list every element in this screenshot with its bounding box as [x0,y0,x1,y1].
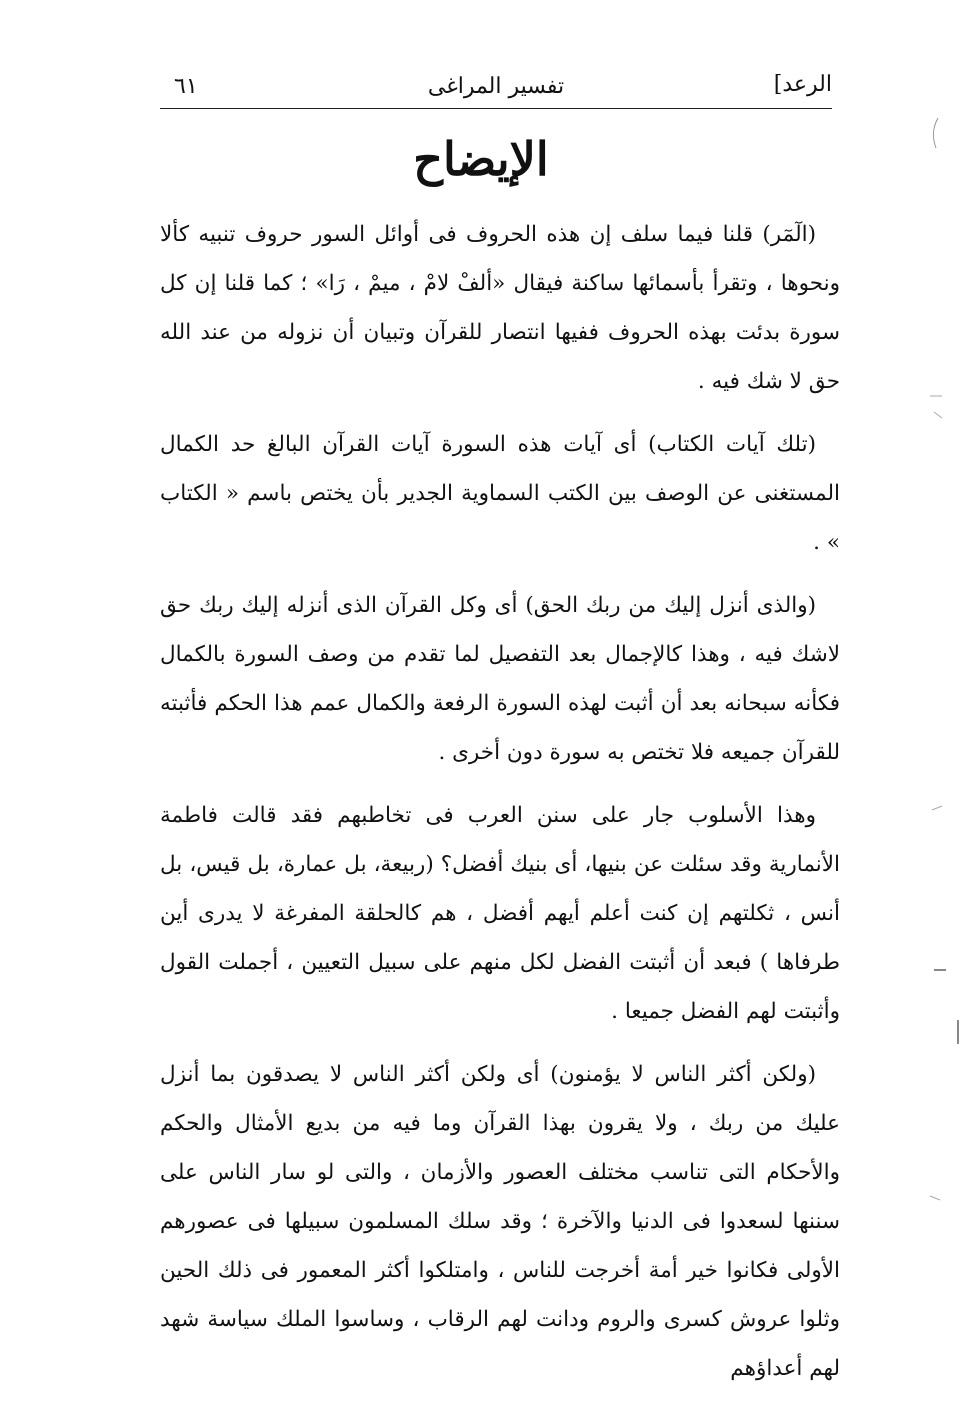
paragraph-2: (تلك آيات الكتاب) أى آيات هذه السورة آيات القرآن البالغ حد الكمال المستغنى عن الوصف بين الكتب السماوية الجدير بأن يختص باسم « الكتاب » . [160,432,840,555]
header-page-number: ٦١ [174,74,198,99]
page-header [160,68,832,110]
header-rule [160,108,832,109]
paragraph-1: (الٓمٓر) قلنا فيما سلف إن هذه الحروف فى أوائل السور حروف تنبيه كألا ونحوها ، وتقرأ بأسمائها ساكنة فيقال «ألفْ لامْ ، ميمْ ، رَا» ؛ كما قلنا إن كل سورة بدئت بهذه الحروف ففيها انتصار للقرآن وتبيان أن نزوله من عند الله حق لا شك فيه . [160,222,840,394]
header-book-title: تفسير المراغى [427,74,565,99]
paragraph-3: (والذى أنزل إليك من ربك الحق) أى وكل القرآن الذى أنزله إليك ربك حق لاشك فيه ، وهذا كالإجمال بعد التفصيل لما تقدم من وصف السورة بالكمال فكأنه سبحانه بعد أن أثبت لهذه السورة الرفعة والكمال عمم هذا الحكم فأثبته للقرآن جميعه فلا تختص به سورة دون أخرى . [160,593,840,765]
body-text [160,210,840,1407]
paragraph-5: (ولكن أكثر الناس لا يؤمنون) أى ولكن أكثر الناس لا يصدقون بما أنزل عليك من ربك ، ولا يقرون بهذا القرآن وما فيه من بديع الأمثال والحكم والأحكام التى تناسب مختلف العصور والأزمان ، والتى لو سار الناس على سننها لسعدوا فى الدنيا والآخرة ؛ وقد سلك المسلمون سبيلها فى عصورهم الأولى فكانوا خير أمة أخرجت للناس ، وامتلكوا أكثر المعمور فى ذلك الحين وثلوا عروش كسرى والروم ودانت لهم الرقاب ، وساسوا الملك سياسة شهد لهم أعداؤهم [160,1062,840,1381]
section-title: الإيضاح [413,132,549,186]
header-surah-name: الرعد] [773,72,832,97]
paragraph-4: وهذا الأسلوب جار على سنن العرب فى تخاطبهم فقد قالت فاطمة الأنمارية وقد سئلت عن بنيها، أى بنيك أفضل؟ (ربيعة، بل عمارة، بل قيس، بل أنس ، ثكلتهم إن كنت أعلم أيهم أفضل ، هم كالحلقة المفرغة لا يدرى أين طرفاها ) فبعد أن أثبتت الفضل لكل منهم على سبيل التعيين ، أجملت القول وأثبتت لهم الفضل جميعا . [160,803,840,1024]
